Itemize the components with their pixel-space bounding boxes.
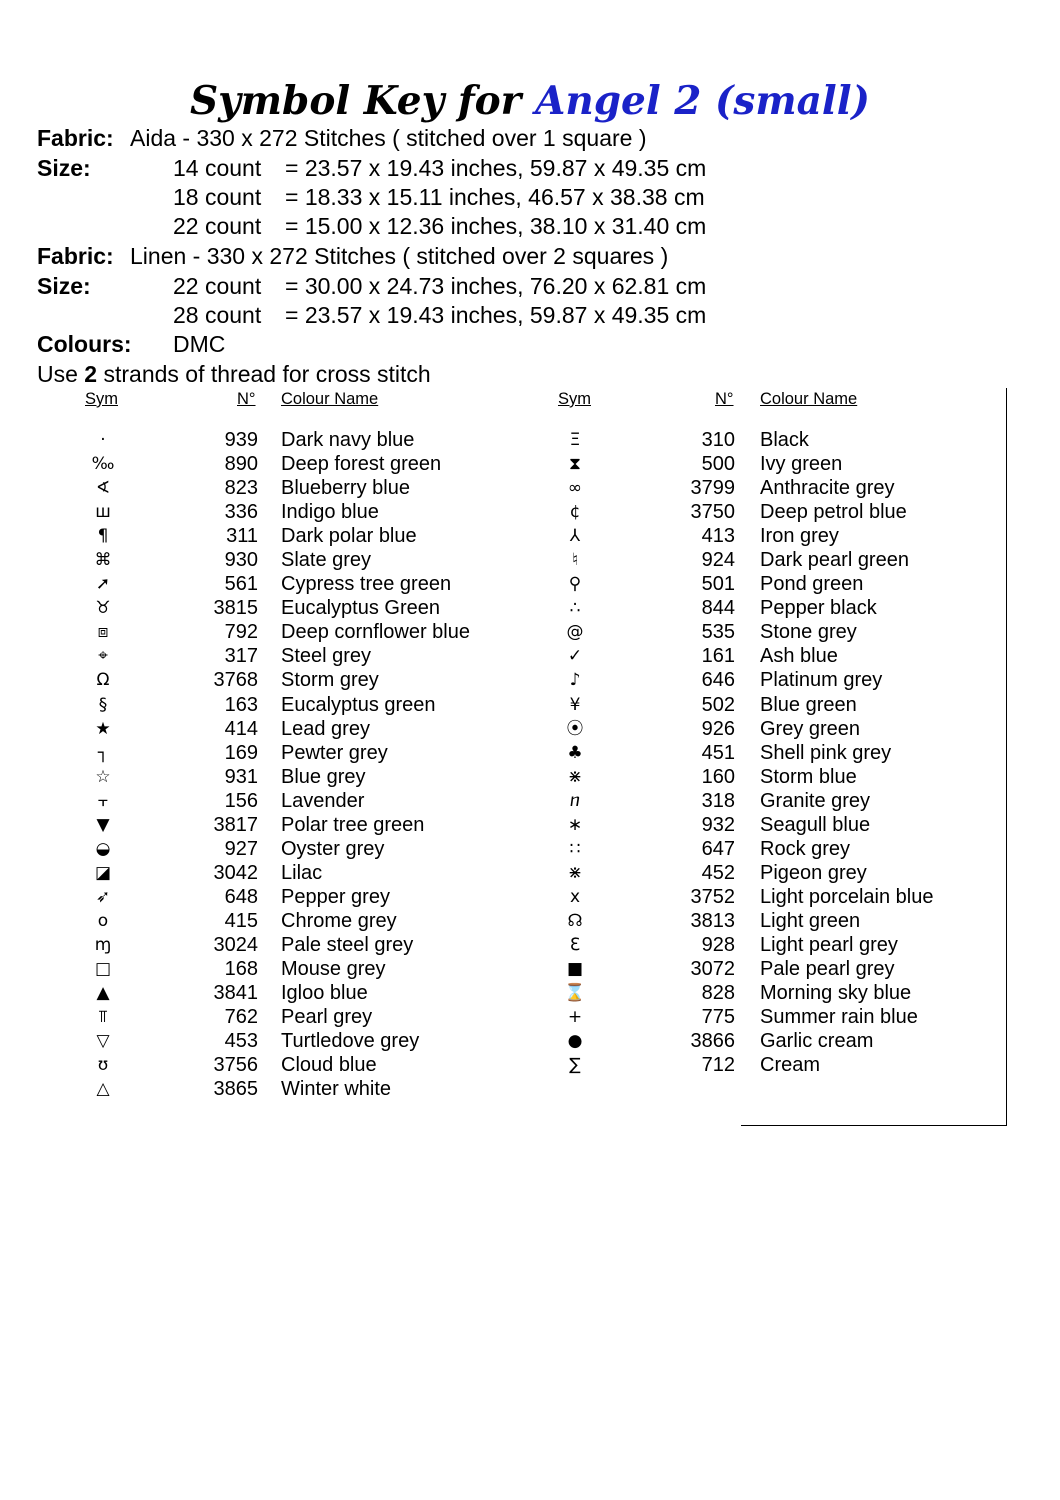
size-label: Size: [37,273,91,299]
dmc-number: 451 [701,741,735,764]
stitch-symbol: ⌛ [564,983,586,1004]
dmc-number: 160 [701,765,735,788]
dmc-number: 413 [701,525,735,548]
header-sym: Sym [85,390,118,408]
colour-name: Eucalyptus Green [281,597,440,620]
stitch-symbol: ⧗ [569,454,581,475]
dmc-number: 3817 [213,813,258,836]
dmc-number: 3866 [690,1030,735,1053]
dmc-number: 648 [224,885,258,908]
dmc-number: 500 [701,453,735,476]
stitch-symbol: ¢ [569,502,581,523]
colour-name: Rock grey [760,837,851,860]
stitch-symbol: · [100,430,106,450]
stitch-symbol: ∞ [567,478,583,499]
dmc-number: 924 [701,549,735,572]
dmc-number: 336 [224,501,258,524]
colour-name: Platinum grey [760,669,883,692]
colour-name: Light green [760,909,861,932]
colour-name: Lavender [281,789,365,812]
stitch-symbol: ☆ [95,766,111,787]
table-border-right [1006,388,1007,1126]
dmc-number: 3750 [690,501,735,524]
dmc-number: 3072 [690,958,735,981]
stitch-symbol: ▼ [96,814,110,835]
stitch-symbol: ш [95,502,111,523]
stitch-symbol: ┐ [97,742,109,763]
dmc-number: 775 [701,1006,735,1029]
dmc-number: 939 [224,429,258,451]
dmc-number: 823 [224,477,258,500]
dmc-number: 561 [224,573,258,596]
colour-name: Black [760,429,809,451]
stitch-symbol: ✓ [567,646,583,667]
stitch-symbol: ▲ [96,983,110,1004]
stitch-symbol: Ξ [569,430,581,450]
header-number: N° [237,390,256,408]
colour-name: Cream [760,1054,821,1077]
dmc-number: 647 [701,837,735,860]
dmc-number: 169 [224,741,258,764]
colour-name: Light porcelain blue [760,885,934,908]
colour-name: Morning sky blue [760,982,912,1005]
colour-name: Ivy green [760,453,843,476]
linen-size-dims: = 23.57 x 19.43 inches, 59.87 x 49.35 cm [285,302,707,328]
dmc-number: 3813 [690,909,735,932]
colour-name: Pigeon grey [760,861,867,884]
stitch-symbol: ∢ [95,478,111,499]
stitch-symbol: ⋇ [567,862,583,883]
stitch-symbol: ⧈ [97,622,109,643]
stitch-symbol: ⋇ [567,766,583,787]
colours-value: DMC [173,331,226,357]
colour-name: Stone grey [760,621,857,644]
stitch-symbol: ◒ [95,838,111,859]
stitch-symbol: ⌘ [94,550,112,571]
linen-size-count: 28 count [173,302,262,328]
stitch-symbol: ⴖ [569,790,581,811]
header-colour-name: Colour Name [760,390,858,408]
colour-name: Pewter grey [281,741,388,764]
colour-name: Polar tree green [281,813,425,836]
stitch-symbol: ¶ [97,526,109,547]
dmc-number: 3042 [213,861,258,884]
dmc-number: 168 [224,958,258,981]
colour-name: Iron grey [760,525,839,548]
stitch-symbol: ▽ [96,1031,110,1052]
colour-name: Pale pearl grey [760,958,895,981]
colour-name: Cloud blue [281,1054,377,1077]
dmc-number: 161 [701,645,735,668]
colour-name: Chrome grey [281,909,397,932]
dmc-number: 844 [701,597,735,620]
colour-name: Anthracite grey [760,477,895,500]
aida-size-dims: = 23.57 x 19.43 inches, 59.87 x 49.35 cm [285,155,707,181]
header-colour-name: Colour Name [281,390,379,408]
strands-prefix: Use [37,361,85,387]
colour-name: Granite grey [760,789,871,812]
colour-name: Slate grey [281,549,372,572]
title-prefix: Symbol Key for [189,78,522,124]
colours-label: Colours: [37,331,132,357]
colour-name: Dark pearl green [760,549,909,572]
stitch-symbol: ➶ [95,886,111,907]
colour-name: Blue grey [281,765,366,788]
fabric-label: Fabric: [37,243,114,269]
aida-size-count: 14 count [173,155,262,181]
colour-name: Indigo blue [281,501,379,524]
aida-size-dims: = 15.00 x 12.36 inches, 38.10 x 31.40 cm [285,213,707,239]
stitch-symbol: ♮ [571,550,579,571]
dmc-number: 156 [224,789,258,812]
stitch-symbol: ∑ [569,1055,581,1076]
colour-name: Dark polar blue [281,525,417,548]
dmc-number: 792 [224,621,258,644]
colour-name: Pearl grey [281,1006,373,1029]
page-title [0,78,1060,124]
colour-name: Storm grey [281,669,379,692]
colour-name: Steel grey [281,645,372,668]
colour-name: Eucalyptus green [281,693,436,716]
stitch-symbol: ℇ [569,934,581,955]
dmc-number: 453 [224,1030,258,1053]
dmc-number: 927 [224,837,258,860]
dmc-number: 890 [224,453,258,476]
dmc-number: 828 [701,982,735,1005]
colour-name: Blue green [760,693,857,716]
dmc-number: 317 [224,645,258,668]
stitch-symbol: ʊ [97,1055,109,1076]
aida-size-count: 18 count [173,184,262,210]
dmc-number: 318 [701,789,735,812]
strands-suffix: strands of thread for cross stitch [97,361,431,387]
colour-name: Mouse grey [281,958,386,981]
stitch-symbol: ⫪ [98,1007,108,1028]
stitch-symbol: @ [566,622,584,643]
linen-fabric: Linen - 330 x 272 Stitches ( stitched over 2 squares ) [130,243,669,269]
pattern-name: Angel 2 (small) [535,78,871,124]
colour-name: Pale steel grey [281,933,414,956]
dmc-number: 932 [701,813,735,836]
colour-name: Deep forest green [281,453,442,476]
stitch-symbol: ■ [566,959,584,980]
colour-name: Igloo blue [281,982,368,1005]
dmc-number: 646 [701,669,735,692]
colour-name: Shell pink grey [760,741,892,764]
linen-size-count: 22 count [173,273,262,299]
dmc-number: 3752 [690,885,735,908]
dmc-number: 762 [224,1006,258,1029]
dmc-number: 163 [224,693,258,716]
stitch-symbol: ɱ [94,934,112,955]
size-label: Size: [37,155,91,181]
stitch-symbol: ⫟ [97,790,109,811]
colour-name: Dark navy blue [281,429,415,451]
dmc-number: 415 [224,909,258,932]
dmc-number: 3756 [213,1054,258,1077]
dmc-number: 3024 [213,933,258,956]
aida-size-count: 22 count [173,213,262,239]
dmc-number: 311 [226,525,258,548]
stitch-symbol: △ [96,1079,110,1100]
stitch-symbol: ⚲ [568,574,582,595]
stitch-symbol: ∷ [569,838,581,859]
stitch-symbol: ∗ [567,814,583,835]
table-border-bottom [741,1125,1007,1126]
header-number: N° [715,390,734,408]
colour-name: Seagull blue [760,813,871,836]
stitch-symbol: ☊ [567,910,583,931]
stitch-symbol: o [97,910,109,931]
colour-name: Pepper black [760,597,877,620]
colour-name: Storm blue [760,765,857,788]
stitch-symbol: + [567,1007,583,1028]
colour-name: Deep petrol blue [760,501,907,524]
colour-name: Pond green [760,573,864,596]
dmc-number: 3799 [690,477,735,500]
dmc-number: 414 [224,717,258,740]
colour-name: Lead grey [281,717,370,740]
colour-name: Lilac [281,861,323,884]
dmc-number: 3841 [213,982,258,1005]
dmc-number: 3815 [213,597,258,620]
stitch-symbol: ¥ [569,694,581,715]
stitch-symbol: ● [567,1031,583,1052]
dmc-number: 310 [701,429,735,451]
colour-name: Light pearl grey [760,933,898,956]
dmc-number: 501 [701,573,735,596]
dmc-number: 931 [224,765,258,788]
strands-note [37,360,431,389]
dmc-number: 926 [701,717,735,740]
colour-name: Oyster grey [281,837,385,860]
colour-name: Garlic cream [760,1030,874,1053]
colour-name: Winter white [281,1078,392,1101]
dmc-number: 712 [701,1054,735,1077]
colour-name: Deep cornflower blue [281,621,470,644]
stitch-symbol: ♣ [567,742,583,763]
colour-name: Cypress tree green [281,573,452,596]
colour-name: Turtledove grey [281,1030,420,1053]
stitch-symbol: ⦿ [566,718,584,739]
stitch-symbol: ♪ [569,670,581,691]
stitch-symbol: § [98,694,108,715]
dmc-number: 3768 [213,669,258,692]
colour-name: Grey green [760,717,861,740]
dmc-number: 535 [701,621,735,644]
aida-size-dims: = 18.33 x 15.11 inches, 46.57 x 38.38 cm [285,184,705,210]
stitch-symbol: x [569,886,581,907]
dmc-number: 452 [701,861,735,884]
colour-name: Blueberry blue [281,477,410,500]
dmc-number: 928 [701,933,735,956]
colour-name: Summer rain blue [760,1006,918,1029]
fabric-label: Fabric: [37,125,114,151]
dmc-number: 502 [701,693,735,716]
stitch-symbol: ➚ [95,574,111,595]
colour-name: Pepper grey [281,885,390,908]
linen-size-dims: = 30.00 x 24.73 inches, 76.20 x 62.81 cm [285,273,707,299]
colour-name: Ash blue [760,645,838,668]
stitch-symbol: ∴ [569,598,581,619]
dmc-number: 930 [224,549,258,572]
stitch-symbol: ‰ [91,454,115,475]
header-sym: Sym [558,390,591,408]
aida-fabric: Aida - 330 x 272 Stitches ( stitched over 1 square ) [130,125,647,151]
stitch-symbol: ◪ [94,862,112,883]
stitch-symbol: ⅄ [569,526,581,547]
strands-count: 2 [84,361,98,387]
stitch-symbol: Ω [96,670,110,691]
stitch-symbol: ♉ [95,598,111,619]
stitch-symbol: □ [94,959,112,980]
dmc-number: 3865 [213,1078,258,1101]
stitch-symbol: ⌖ [98,646,108,667]
stitch-symbol: ★ [95,718,111,739]
